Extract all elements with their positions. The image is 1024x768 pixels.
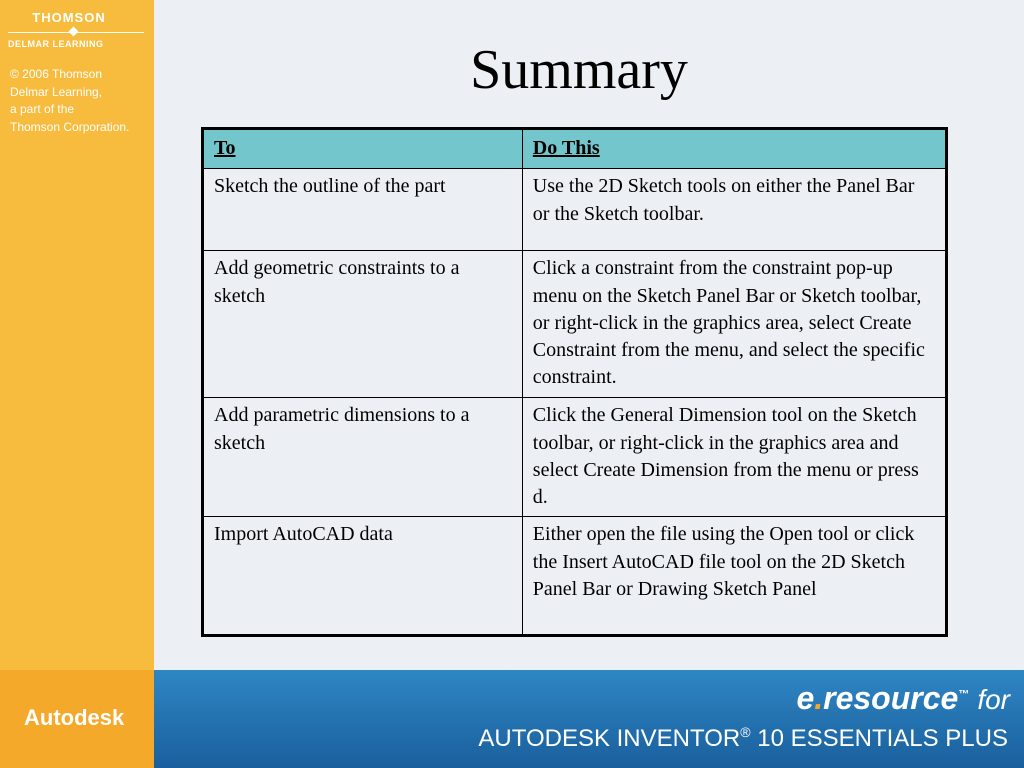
- eresource-dot: .: [814, 680, 824, 716]
- diamond-icon: [69, 27, 79, 37]
- column-header-to: To: [203, 129, 523, 169]
- task-cell: Sketch the outline of the part: [203, 169, 523, 251]
- slide-title: Summary: [470, 39, 688, 101]
- copyright-line: a part of the: [10, 102, 75, 116]
- product-edition: 10 ESSENTIALS PLUS: [750, 725, 1008, 752]
- eresource-logo: [796, 680, 1010, 717]
- instruction-cell: Click a constraint from the constraint pop-up menu on the Sketch Panel Bar or Sketch toolbar, or right-click in the graphics area, select Create Constraint from the menu, and select the specific constraint.: [522, 251, 946, 398]
- copyright-notice: [10, 66, 150, 136]
- instruction-cell: Use the 2D Sketch tools on either the Panel Bar or the Sketch toolbar.: [522, 169, 946, 251]
- product-title: [478, 724, 1008, 753]
- logo-divider: [8, 27, 144, 39]
- instruction-cell: Either open the file using the Open tool or click the Insert AutoCAD file tool on the 2D Sketch Panel Bar or Drawing Sketch Panel: [522, 517, 946, 636]
- table-row: [203, 251, 947, 398]
- sidebar: [0, 0, 154, 670]
- trademark-symbol: ™: [958, 688, 970, 701]
- table-row: [203, 398, 947, 517]
- eresource-for: for: [977, 684, 1010, 715]
- publisher-imprint: DELMAR LEARNING: [8, 39, 104, 49]
- table-row: [203, 517, 947, 636]
- registered-symbol: ®: [740, 724, 751, 740]
- publisher-logo: [8, 10, 148, 49]
- summary-table: [201, 127, 948, 637]
- table-row: [203, 169, 947, 251]
- product-name: AUTODESK INVENTOR: [478, 725, 741, 752]
- publisher-name: THOMSON: [32, 10, 106, 25]
- autodesk-logo: Autodesk: [24, 705, 125, 730]
- task-cell: Add parametric dimensions to a sketch: [203, 398, 523, 517]
- copyright-line: © 2006 Thomson: [10, 67, 103, 81]
- table-header-row: [203, 129, 947, 169]
- column-header-do-this: Do This: [522, 129, 946, 169]
- instruction-cell: Click the General Dimension tool on the Sketch toolbar, or right-click in the graphics area and select Create Dimension from the menu or press d.: [522, 398, 946, 517]
- copyright-line: Delmar Learning,: [10, 84, 103, 99]
- task-cell: Add geometric constraints to a sketch: [203, 251, 523, 398]
- copyright-line: Thomson Corporation.: [10, 119, 130, 134]
- eresource-e: e: [796, 680, 815, 716]
- task-cell: Import AutoCAD data: [203, 517, 523, 636]
- eresource-word: resource: [823, 680, 959, 716]
